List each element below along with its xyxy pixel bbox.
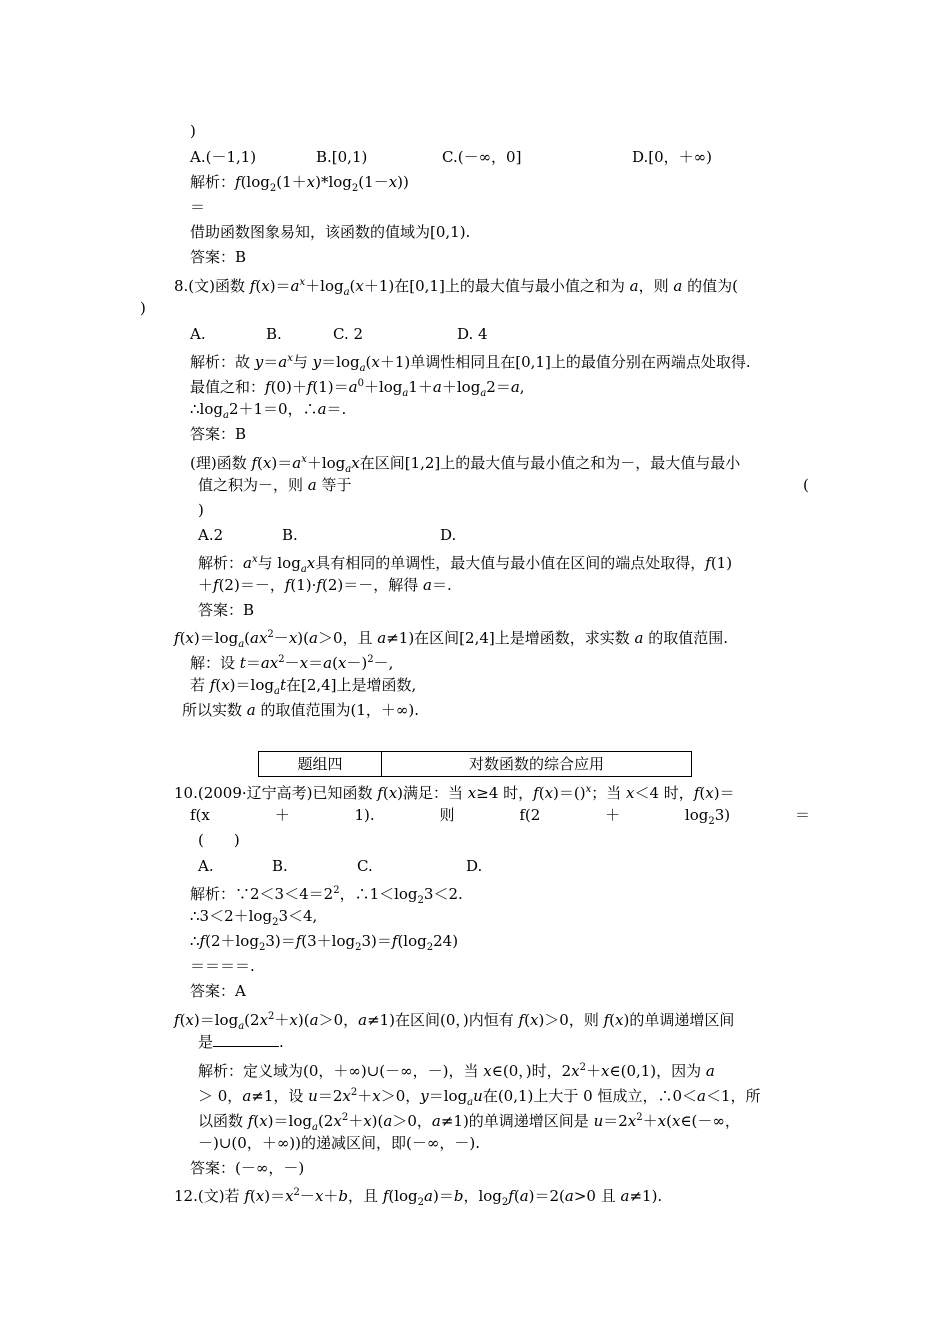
question-10-stem: 10.(2009·辽宁高考)已知函数 f(x)满足：当 x≥4 时，f(x)＝()$^x$；当 x＜4 时，f(x)＝ (174, 784, 735, 802)
option-c: C.(－∞，0] (442, 148, 522, 166)
solution-line: 以函数 $f(x)=\log_a(2x^2+x)(a>0$，a≠1)的单调递增区间是 $u=2x^2+x(x\in(-\infty$， (198, 1112, 740, 1133)
section-title: 对数函数的综合应用 (468, 755, 604, 773)
paren-close: ) (140, 299, 146, 317)
solution-line: －)∪(0，＋∞))的递减区间，即(－∞，－). (198, 1134, 480, 1152)
answer-paren: ( ) (198, 831, 240, 849)
option-b: B. (272, 857, 288, 875)
solution-line: 解：设 $t=ax^2-x=a(x-)^2-$, (190, 654, 394, 672)
option-d: D. (440, 526, 457, 544)
paren-close: ) (198, 501, 204, 519)
question-11-stem-2: 是 . (198, 1033, 284, 1051)
option-c: C. 2 (333, 325, 364, 343)
option-a: A.(－1,1) (190, 148, 257, 166)
option-b: B. (266, 325, 282, 343)
solution-line: $\therefore 3<2+\log_23<4$, (190, 907, 318, 928)
question-9-stem: $f(x)=\log_a(ax^2-x)(a>0$，且 a≠1)在区间[2,4]上是增函数，求实数 a 的取值范围. (174, 629, 729, 650)
option-a: A.2 (198, 526, 224, 544)
solution-line: 解析：定义域为(0，＋∞)∪(－∞，－)，当 x∈(0，)时，$2x^2+x\in(0,1)$，因为 a (198, 1062, 715, 1080)
question-10-stem-2: f(x ＋ 1). 则 f(2 ＋ $\log_23$) ＝ (190, 806, 810, 827)
solution-line: 最值之和：$f(0)+f(1)=a^0+\log_a1+a+\log_a2=a$, (190, 378, 525, 399)
option-d: D. 4 (457, 325, 488, 343)
option-a: A. (190, 325, 206, 343)
answer: 答案：(－∞，－) (190, 1159, 305, 1177)
solution-line: ＞ 0，a≠1，设 $u=2x^2+x>0$，$y=\log_au$在(0,1)上大于 0 恒成立，∴0＜a＜1，所 (198, 1087, 761, 1108)
solution-line: 所以实数 a 的取值范围为(1，＋∞). (182, 701, 420, 719)
solution-line: 解析：$\because 2<3<4=2^2$，$\therefore 1<\log_23<2$. (190, 885, 463, 906)
option-c: C. (357, 857, 373, 875)
answer: 答案：B (190, 425, 247, 443)
paren-open: ( (803, 476, 809, 494)
question-8li-stem: (理)函数 $f(x)=a^x+\log_ax$在区间[1,2]上的最大值与最小值之和为－，最大值与最小 (190, 454, 741, 475)
solution-line: $\therefore\log_a2+1=0$，∴a＝. (190, 400, 347, 421)
question-11-stem: $f(x)=\log_a(2x^2+x)(a>0$，a≠1)在区间(0，)内恒有 f(x)＞0，则 f(x)的单调递增区间 (174, 1011, 735, 1032)
solution-line: 解析：$a^x$与 $\log_ax$具有相同的单调性，最大值与最小值在区间的端点处取得，f(1) (198, 554, 733, 575)
solution-line: $\therefore f(2+\log_23)=f(3+\log_23)=f(\log_224)$ (190, 932, 459, 953)
equals-sign: ＝ (190, 198, 206, 216)
question-8li-stem-2: 值之积为－，则 a 等于 (198, 476, 352, 494)
solution-line: 若 $f(x)=\log_at$在[2,4]上是增函数, (190, 676, 417, 697)
solution-line: ＋f(2)＝－，f(1)·f(2)＝－，解得 a＝. (198, 576, 452, 594)
option-d: D.[0，＋∞) (632, 148, 713, 166)
answer: 答案：B (198, 601, 255, 619)
option-b: B. (282, 526, 298, 544)
answer: 答案：B (190, 248, 247, 266)
solution-line: 解析：$f(\log_2(1+x)*\log_2(1-x))$ (190, 173, 409, 194)
solution-conclusion: 借助函数图象易知，该函数的值域为[0,1). (190, 223, 471, 241)
answer-blank (213, 1032, 279, 1047)
paren-close: ) (190, 122, 196, 140)
question-8-stem: 8.(文)函数 $f(x)=a^x+\log_a(x+1)$在[0,1]上的最大值与最小值之和为 a，则 a 的值为( (174, 277, 738, 298)
question-12-stem: 12.(文)若 $f(x)=x^2-x+b$，且 $f(\log_2a)=b$，$\log_2f(a)=2(a>0$ 且 a≠1). (174, 1187, 663, 1208)
solution-line: 解析：故 $y=a^x$与 $y=\log_a(x+1)$单调性相同且在[0,1]上的最值分别在两端点处取得. (190, 353, 751, 374)
option-a: A. (198, 857, 214, 875)
option-b: B.[0,1) (316, 148, 368, 166)
section-group-label: 题组四 (259, 752, 382, 776)
answer: 答案：A (190, 982, 246, 1000)
solution-line: ＝＝＝＝. (190, 957, 255, 975)
option-d: D. (466, 857, 483, 875)
section-header-table (258, 751, 692, 777)
